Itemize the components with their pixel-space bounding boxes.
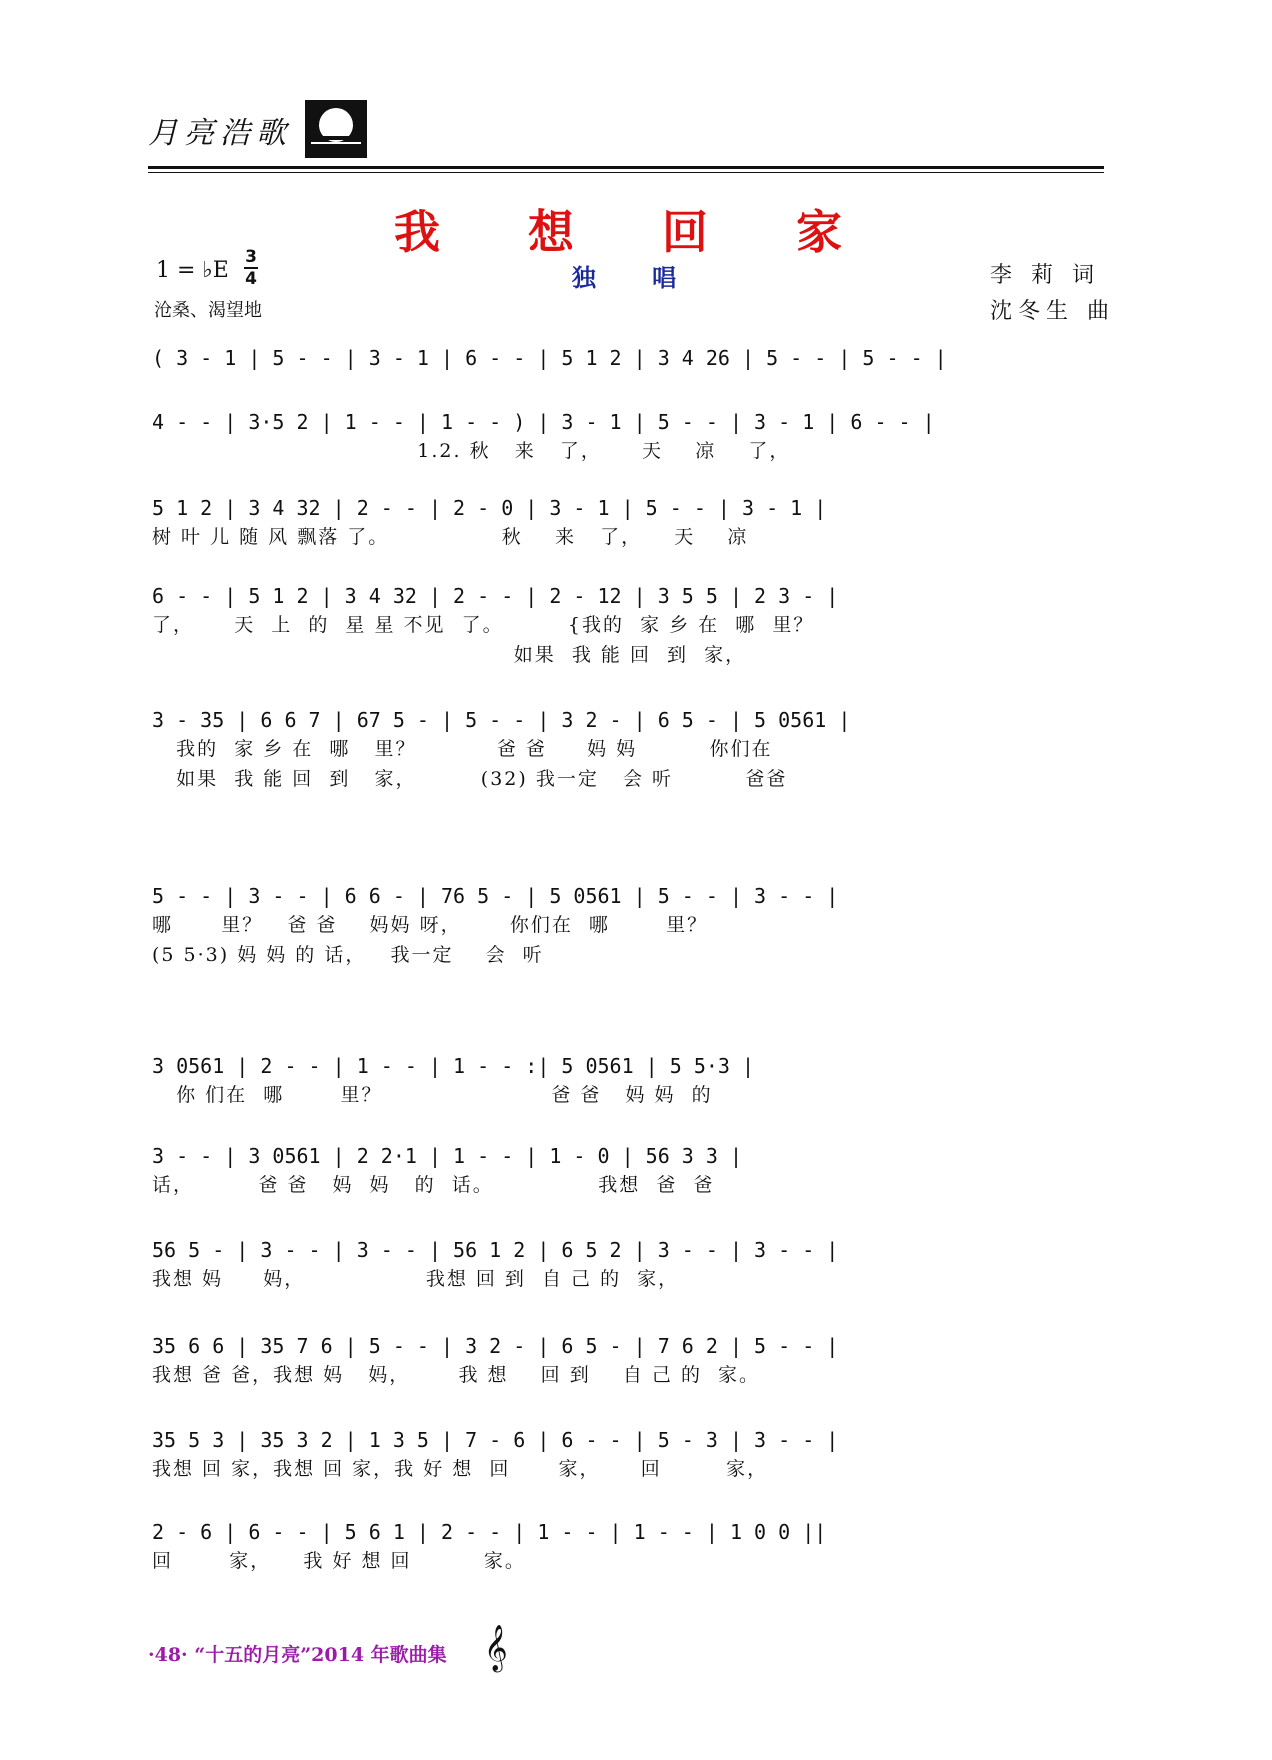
lyric-line: 我想 妈 妈， 我想 回 到 自 己 的 家， [152, 1268, 680, 1290]
lyric-line: 话， 爸 爸 妈 妈 的 话。 我想 爸 爸 [152, 1174, 715, 1196]
notation-line: 2 - 6 | 6 - - | 5 6 1 | 2 - - | 1 - - | 1 - - | 1 0 0 || [152, 1520, 827, 1544]
header-rule-thin [148, 172, 1104, 173]
header-logo-text: 月亮浩歌 [148, 116, 292, 151]
notation-line: 5 - - | 3 - - | 6 6 - | 76 5 - | 5 0561 | 5 - - | 3 - - | [152, 884, 839, 908]
notation-line: ( 3 - 1 | 5 - - | 3 - 1 | 6 - - | 5 1 2 | 3 4 26 | 5 - - | 5 - - | [152, 346, 947, 370]
key-signature: 1 = ♭E [156, 258, 229, 283]
notation-line: 35 6 6 | 35 7 6 | 5 - - | 3 2 - | 6 5 - | 7 6 2 | 5 - - | [152, 1334, 839, 1358]
book-title: “十五的月亮”2014 年歌曲集 [194, 1644, 447, 1666]
notation-line: 3 0561 | 2 - - | 1 - - | 1 - - :| 5 0561 | 5 5·3 | [152, 1054, 755, 1078]
lyric-line: 如果 我 能 回 到 家， (32) 我一定 会 听 爸爸 [152, 768, 788, 790]
expression-marking: 沧桑、渴望地 [154, 300, 262, 321]
time-signature-denominator: 4 [245, 269, 257, 289]
notation-line: 3 - - | 3 0561 | 2 2·1 | 1 - - | 1 - 0 | 56 3 3 | [152, 1144, 743, 1168]
moon-logo-icon [305, 100, 367, 158]
lyric-line: 树 叶 儿 随 风 飘落 了。 秋 来 了， 天 凉 [152, 526, 749, 548]
lyric-line: 回 家， 我 好 想 回 家。 [152, 1550, 526, 1572]
notation-line: 5 1 2 | 3 4 32 | 2 - - | 2 - 0 | 3 - 1 | 5 - - | 3 - 1 | [152, 496, 827, 520]
notation-line: 56 5 - | 3 - - | 3 - - | 56 1 2 | 6 5 2 | 3 - - | 3 - - | [152, 1238, 839, 1262]
lyric-line: 了， 天 上 的 星 星 不见 了。 {我的 家 乡 在 哪 里？ [152, 614, 815, 636]
lyric-line: 我想 回 家，我想 回 家，我 好 想 回 家， 回 家， [152, 1458, 769, 1480]
song-title: 我 想 回 家 [393, 205, 879, 259]
notation-line: 35 5 3 | 35 3 2 | 1 3 5 | 7 - 6 | 6 - - | 5 - 3 | 3 - - | [152, 1428, 839, 1452]
lyric-line: 我想 爸 爸，我想 妈 妈， 我 想 回 到 自 己 的 家。 [152, 1364, 761, 1386]
lyric-line: (5 5·3) 妈 妈 的 话， 我一定 会 听 [152, 944, 544, 966]
composer-credit: 沈冬生 曲 [990, 299, 1115, 324]
treble-clef-icon: 𝄞 [484, 1625, 508, 1671]
performance-type: 独 唱 [571, 263, 701, 292]
lyric-line: 哪 里？ 爸 爸 妈妈 呀， 你们在 哪 里？ [152, 914, 709, 936]
header-rule [148, 166, 1104, 169]
notation-line: 4 - - | 3·5 2 | 1 - - | 1 - - ) | 3 - 1 | 5 - - | 3 - 1 | 6 - - | [152, 410, 935, 434]
lyric-line: 我的 家 乡 在 哪 里？ 爸 爸 妈 妈 你们在 [152, 738, 773, 760]
lyricist-credit: 李 莉 词 [990, 263, 1100, 288]
lyric-line: 你 们在 哪 里？ 爸 爸 妈 妈 的 [152, 1084, 713, 1106]
time-signature-numerator: 3 [245, 247, 257, 267]
page-number: ·48· [148, 1644, 188, 1666]
notation-line: 3 - 35 | 6 6 7 | 67 5 - | 5 - - | 3 2 - | 6 5 - | 5 0561 | [152, 708, 851, 732]
lyric-line: 1.2. 秋 来 了， 天 凉 了， [152, 440, 791, 462]
notation-line: 6 - - | 5 1 2 | 3 4 32 | 2 - - | 2 - 12 | 3 5 5 | 2 3 - | [152, 584, 839, 608]
lyric-line: 如果 我 能 回 到 家， [152, 644, 747, 666]
footer [148, 1640, 447, 1667]
